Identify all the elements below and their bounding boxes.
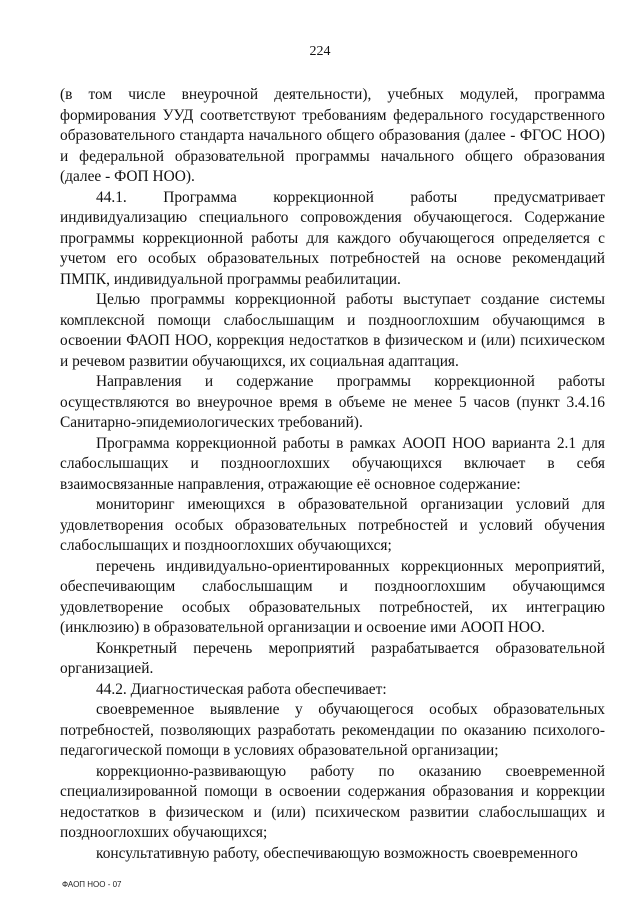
footer-label: ФАОП НОО - 07 <box>62 880 122 889</box>
paragraph-44-2: 44.2. Диагностическая работа обеспечивает: <box>96 680 387 698</box>
paragraph-consultative-work: консультативную работу, обеспечивающую возможность своевременного <box>96 844 578 862</box>
document-body <box>60 85 605 864</box>
paragraph-continuation: (в том числе внеурочной деятельности), учебных модулей, программа формирования УУД соответствуют требованиям федерального государственного образовательного стандарта начального общего образования (далее - ФГОС НОО) и федеральной образовательной программы начального общего образования (далее - ФОП НОО). <box>60 86 605 185</box>
paragraph-program-scope: Программа коррекционной работы в рамках АООП НОО варианта 2.1 для слабослышащих и позднооглохших обучающихся включает в себя взаимосвязанные направления, отражающие её основное содержание: <box>60 434 605 493</box>
paragraph-monitoring: мониторинг имеющихся в образовательной организации условий для удовлетворения особых образовательных потребностей и условий обучения слабослышащих и позднооглохших обучающихся; <box>60 496 605 554</box>
paragraph-44-1: 44.1. Программа коррекционной работы предусматривает индивидуализацию специального сопровождения обучающегося. Содержание программы коррекционной работы для каждого обучающегося определяется с учетом его особых образовательных потребностей на основе рекомендаций ПМПК, индивидуальной программы реабилитации. <box>60 188 605 288</box>
page-number: 224 <box>309 44 331 59</box>
paragraph-goal: Целью программы коррекционной работы выступает создание системы комплексной помощи слабослышащим и позднооглохшим обучающимся в освоении ФАОП НОО, коррекция недостатков в физическом и (или) психическом и речевом развитии обучающихся, их социальная адаптация. <box>60 291 605 370</box>
paragraph-measures-list: перечень индивидуально-ориентированных коррекционных мероприятий, обеспечивающим слабослышащим и позднооглохшим обучающимся удовлетворение особых образовательных потребностей, их интеграцию (инклюзию) в образовательной организации и освоение ими АООП НОО. <box>60 557 605 636</box>
paragraph-correction-work: коррекционно-развивающую работу по оказанию своевременной специализированной помощи в освоении содержания образования и коррекции недостатков в физическом и (или) психическом развитии слабослышащих и позднооглохших обучающихся; <box>60 762 605 841</box>
paragraph-concrete-list: Конкретный перечень мероприятий разрабатывается образовательной организацией. <box>60 639 605 677</box>
paragraph-directions: Направления и содержание программы коррекционной работы осуществляются во внеурочное время в объеме не менее 5 часов (пункт 3.4.16 Санитарно-эпидемиологических требований). <box>60 373 605 431</box>
paragraph-timely-detection: своевременное выявление у обучающегося особых образовательных потребностей, позволяющих разработать рекомендации по оказанию психолого-педагогической помощи в условиях образовательной организации; <box>60 701 605 759</box>
